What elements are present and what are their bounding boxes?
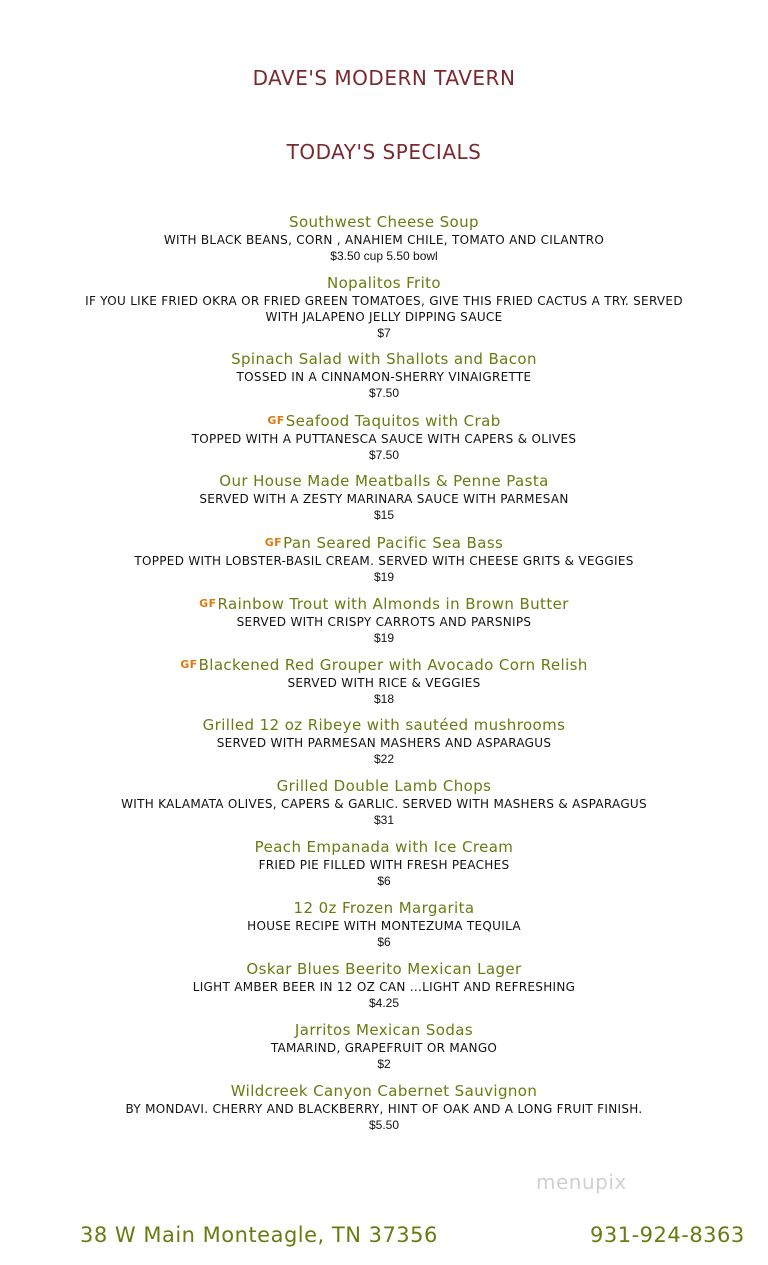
item-description: TOPPED WITH LOBSTER-BASIL CREAM. SERVED WITH CHEESE GRITS & VEGGIES — [134, 554, 634, 568]
menu-item — [0, 716, 768, 777]
item-description: SERVED WITH CRISPY CARROTS AND PARSNIPS — [236, 615, 532, 629]
item-description: HOUSE RECIPE WITH MONTEZUMA TEQUILA — [247, 919, 521, 933]
item-price: $15 — [373, 508, 395, 522]
item-price: $6 — [377, 935, 391, 949]
item-name: Spinach Salad with Shallots and Bacon — [231, 350, 537, 368]
menu-item — [0, 1082, 768, 1143]
item-price: $3.50 cup 5.50 bowl — [330, 249, 438, 263]
item-price: $5.50 — [368, 1118, 400, 1132]
watermark: menupix — [536, 1170, 627, 1194]
restaurant-name: DAVE'S MODERN TAVERN — [252, 66, 516, 90]
item-name: 12 0z Frozen Margarita — [293, 899, 475, 917]
item-price: $22 — [373, 752, 395, 766]
item-name: Grilled 12 oz Ribeye with sautéed mushrooms — [202, 716, 566, 734]
footer-phone: 931-924-8363 — [590, 1223, 745, 1247]
item-description: WITH KALAMATA OLIVES, CAPERS & GARLIC. SERVED WITH MASHERS & ASPARAGUS — [121, 797, 647, 811]
item-name: Oskar Blues Beerito Mexican Lager — [246, 960, 522, 978]
menu-item — [0, 1021, 768, 1082]
item-name: Pan Seared Pacific Sea Bass — [283, 534, 504, 552]
menu-item — [0, 777, 768, 838]
item-name: Rainbow Trout with Almonds in Brown Butter — [217, 595, 569, 613]
gluten-free-badge: GF — [180, 658, 198, 671]
item-name: Nopalitos Frito — [326, 274, 442, 292]
menu-item — [0, 655, 768, 716]
menu-item — [0, 472, 768, 533]
item-price: $7.50 — [368, 448, 400, 462]
menu-item — [0, 899, 768, 960]
gluten-free-badge: GF — [267, 414, 285, 427]
item-price: $2 — [377, 1057, 391, 1071]
item-description: FRIED PIE FILLED WITH FRESH PEACHES — [258, 858, 510, 872]
menu-item — [0, 274, 768, 350]
menu-item — [0, 533, 768, 594]
item-name: Our House Made Meatballs & Penne Pasta — [219, 472, 549, 490]
item-price: $7 — [377, 326, 391, 340]
item-name: Grilled Double Lamb Chops — [276, 777, 492, 795]
item-name: Jarritos Mexican Sodas — [294, 1021, 474, 1039]
menu-item — [0, 838, 768, 899]
item-name: Peach Empanada with Ice Cream — [254, 838, 514, 856]
item-description: TOSSED IN A CINNAMON-SHERRY VINAIGRETTE — [236, 370, 532, 384]
item-name: Wildcreek Canyon Cabernet Sauvignon — [230, 1082, 538, 1100]
specials-list — [0, 213, 768, 1143]
item-description: SERVED WITH RICE & VEGGIES — [287, 676, 481, 690]
item-price: $19 — [373, 570, 395, 584]
item-description: LIGHT AMBER BEER IN 12 OZ CAN ...LIGHT AND REFRESHING — [192, 980, 576, 994]
item-price: $6 — [377, 874, 391, 888]
item-description: TAMARIND, GRAPEFRUIT OR MANGO — [270, 1041, 498, 1055]
item-name: Seafood Taquitos with Crab — [285, 412, 501, 430]
item-description: TOPPED WITH A PUTTANESCA SAUCE WITH CAPERS & OLIVES — [191, 432, 577, 446]
item-description: WITH BLACK BEANS, CORN , ANAHIEM CHILE, TOMATO AND CILANTRO — [163, 233, 605, 247]
footer-address: 38 W Main Monteagle, TN 37356 — [80, 1223, 438, 1247]
gluten-free-badge: GF — [199, 597, 217, 610]
menu-item — [0, 960, 768, 1021]
item-price: $7.50 — [368, 386, 400, 400]
item-price: $31 — [373, 813, 395, 827]
menu-item — [0, 411, 768, 472]
item-description: BY MONDAVI. CHERRY AND BLACKBERRY, HINT OF OAK AND A LONG FRUIT FINISH. — [125, 1102, 643, 1116]
item-description: SERVED WITH PARMESAN MASHERS AND ASPARAGUS — [216, 736, 552, 750]
specials-title: TODAY'S SPECIALS — [286, 140, 482, 164]
item-description: IF YOU LIKE FRIED OKRA OR FRIED GREEN TOMATOES, GIVE THIS FRIED CACTUS A TRY. SERVED WITH JALAPENO JELLY DIPPING SAUCE — [85, 294, 683, 324]
item-name: Blackened Red Grouper with Avocado Corn Relish — [198, 656, 588, 674]
menu-item — [0, 350, 768, 411]
item-price: $19 — [373, 631, 395, 645]
item-name: Southwest Cheese Soup — [289, 213, 479, 231]
menu-item — [0, 594, 768, 655]
item-description: SERVED WITH A ZESTY MARINARA SAUCE WITH PARMESAN — [199, 492, 569, 506]
gluten-free-badge: GF — [264, 536, 283, 549]
item-price: $18 — [373, 692, 395, 706]
menu-item — [0, 213, 768, 274]
item-price: $4.25 — [368, 996, 400, 1010]
